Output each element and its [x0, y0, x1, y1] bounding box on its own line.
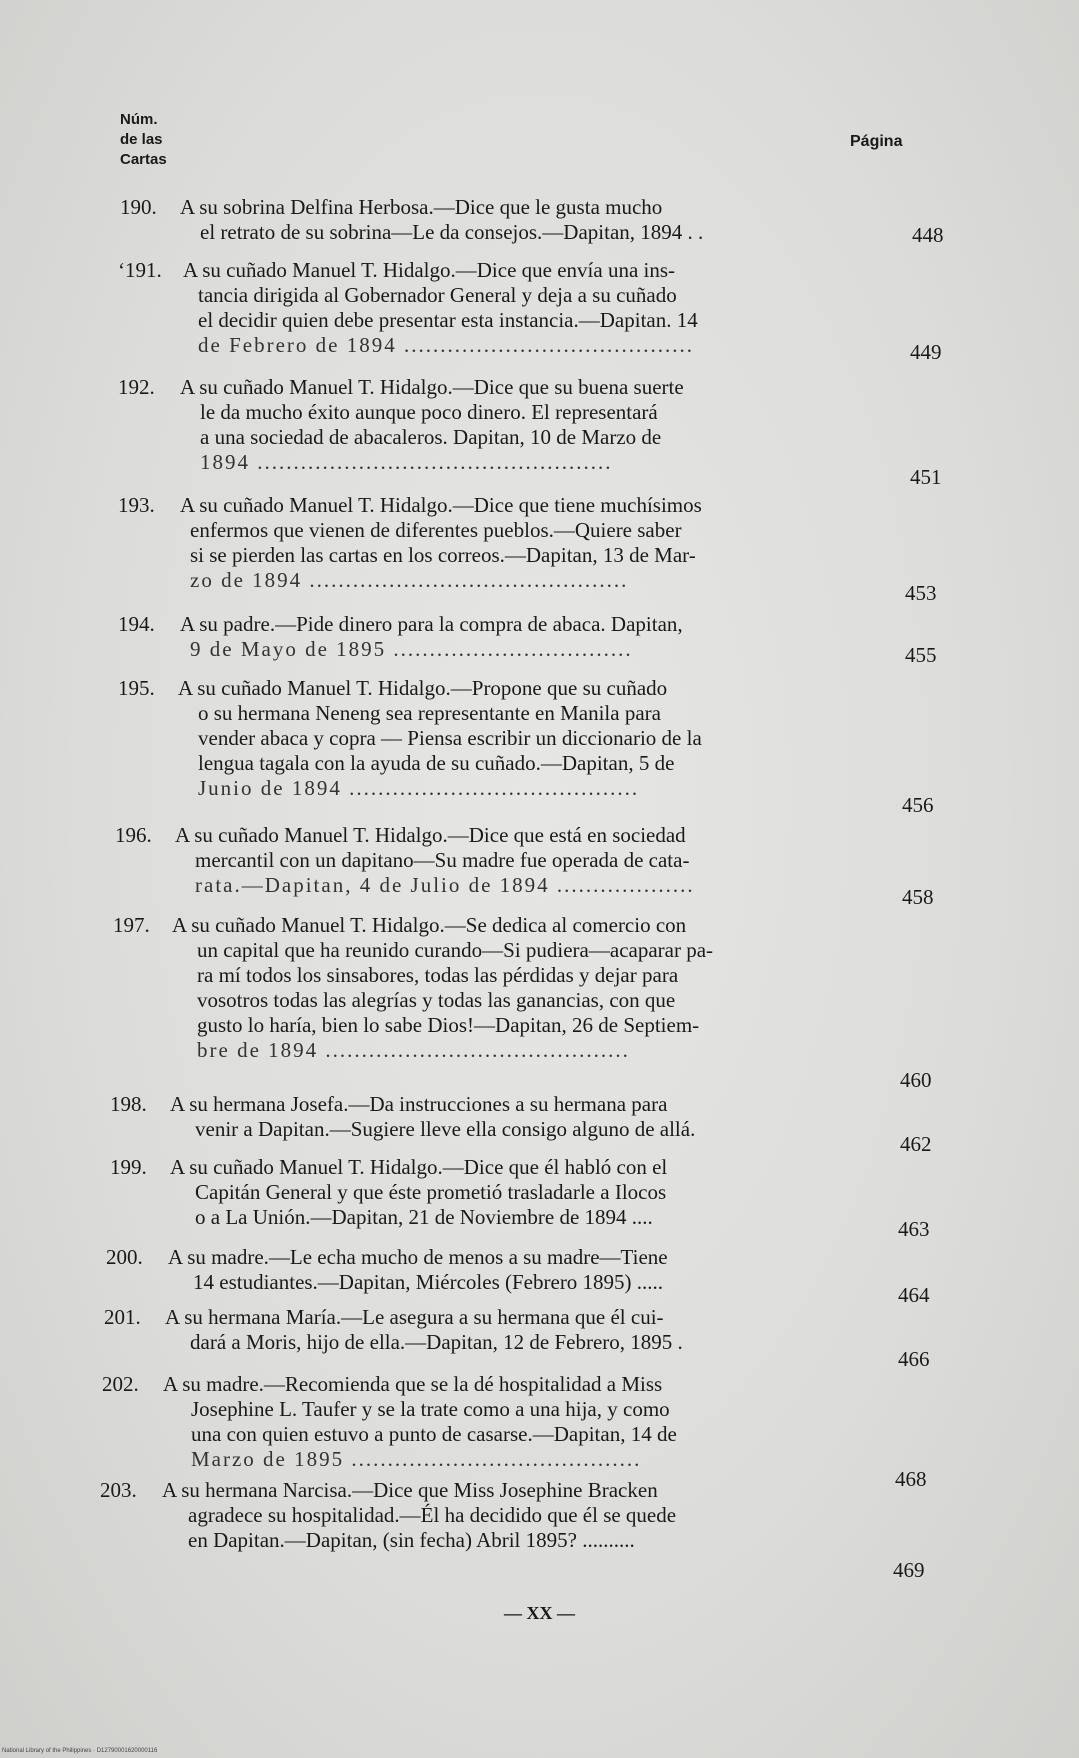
summary-line: ra mí todos los sinsabores, todas las pérdidas y dejar para	[197, 963, 679, 987]
page-number: 463	[898, 1217, 930, 1241]
letter-number: 200.	[106, 1245, 143, 1269]
page-number: 451	[910, 465, 942, 489]
summary-line: mercantil con un dapitano—Su madre fue operada de cata-	[195, 848, 690, 872]
letter-number: 196.	[115, 823, 152, 847]
letter-summary	[165, 1305, 840, 1355]
summary-line: o su hermana Neneng sea representante en Manila para	[198, 701, 661, 725]
summary-line: A su hermana María.—Le asegura a su hermana que él cui-	[165, 1305, 664, 1329]
letter-number: 193.	[118, 493, 155, 517]
summary-line: Josephine L. Taufer y se la trate como a una hija, y como	[191, 1397, 670, 1421]
summary-line: A su cuñado Manuel T. Hidalgo.—Dice que envía una ins-	[183, 258, 676, 282]
summary-line: A su sobrina Delfina Herbosa.—Dice que le gusta mucho	[180, 195, 663, 219]
letter-summary	[175, 823, 850, 898]
page-number: 456	[902, 793, 934, 817]
letter-number: 198.	[110, 1092, 147, 1116]
letter-summary	[163, 1372, 838, 1472]
letter-number: 199.	[110, 1155, 147, 1179]
letter-number-column-header	[120, 110, 167, 170]
letter-summary	[180, 493, 855, 593]
page-number: 469	[893, 1558, 925, 1582]
letter-number: 197.	[113, 913, 150, 937]
page-number: 466	[898, 1347, 930, 1371]
page-column-header: Página	[850, 133, 903, 150]
letter-summary	[180, 612, 855, 662]
letter-number: 190.	[120, 195, 157, 219]
summary-line: Marzo de 1895 ........................................	[191, 1447, 642, 1471]
page-footer-roman-numeral: — XX —	[504, 1603, 575, 1623]
summary-line: gusto lo haría, bien lo sabe Dios!—Dapitan, 26 de Septiem-	[197, 1013, 700, 1037]
summary-line: A su hermana Narcisa.—Dice que Miss Josephine Bracken	[162, 1478, 658, 1502]
summary-line: A su hermana Josefa.—Da instrucciones a su hermana para	[170, 1092, 668, 1116]
letter-summary	[172, 913, 847, 1063]
letter-summary	[162, 1478, 837, 1553]
summary-line: rata.—Dapitan, 4 de Julio de 1894 ...................	[195, 873, 695, 897]
summary-line: A su cuñado Manuel T. Hidalgo.—Dice que su buena suerte	[180, 375, 684, 399]
summary-line: Junio de 1894 ........................................	[198, 776, 640, 800]
letter-summary	[178, 676, 853, 801]
letter-number: ‘191.	[118, 258, 162, 282]
letter-summary	[170, 1155, 845, 1230]
summary-line: A su cuñado Manuel T. Hidalgo.—Se dedica al comercio con	[172, 913, 687, 937]
letter-summary	[168, 1245, 843, 1295]
scan-caption: National Library of the Philippines · D12790001620000116	[2, 1748, 158, 1754]
page-number: 468	[895, 1467, 927, 1491]
summary-line: A su cuñado Manuel T. Hidalgo.—Propone que su cuñado	[178, 676, 668, 700]
summary-line: el retrato de su sobrina—Le da consejos.—Dapitan, 1894 . .	[200, 220, 704, 244]
summary-line: A su cuñado Manuel T. Hidalgo.—Dice que está en sociedad	[175, 823, 686, 847]
summary-line: enfermos que vienen de diferentes pueblos.—Quiere saber	[190, 518, 682, 542]
summary-line: 14 estudiantes.—Dapitan, Miércoles (Febrero 1895) .....	[193, 1270, 664, 1294]
letter-summary	[183, 258, 858, 358]
summary-line: 9 de Mayo de 1895 .................................	[190, 637, 633, 661]
letter-number: 201.	[104, 1305, 141, 1329]
page-number: 448	[912, 223, 944, 247]
summary-line: o a La Unión.—Dapitan, 21 de Noviembre de 1894 ....	[195, 1205, 653, 1229]
page-number: 460	[900, 1068, 932, 1092]
summary-line: un capital que ha reunido curando—Si pudiera—acaparar pa-	[197, 938, 714, 962]
summary-line: de Febrero de 1894 ........................................	[198, 333, 694, 357]
summary-line: vosotros todas las alegrías y todas las ganancias, con que	[197, 988, 676, 1012]
summary-line: A su cuñado Manuel T. Hidalgo.—Dice que tiene muchísimos	[180, 493, 702, 517]
letter-number: 202.	[102, 1372, 139, 1396]
summary-line: vender abaca y copra — Piensa escribir un diccionario de la	[198, 726, 702, 750]
page-number: 462	[900, 1132, 932, 1156]
summary-line: agradece su hospitalidad.—Él ha decidido que él se quede	[188, 1503, 677, 1527]
summary-line: si se pierden las cartas en los correos.—Dapitan, 13 de Mar-	[190, 543, 696, 567]
summary-line: A su madre.—Le echa mucho de menos a su madre—Tiene	[168, 1245, 668, 1269]
header-num-line: de las	[120, 131, 163, 148]
letter-summary	[170, 1092, 845, 1142]
letter-number: 192.	[118, 375, 155, 399]
header-num-line: Núm.	[120, 111, 158, 128]
page-number: 455	[905, 643, 937, 667]
header-num-line: Cartas	[120, 151, 167, 168]
summary-line: en Dapitan.—Dapitan, (sin fecha) Abril 1895? ..........	[188, 1528, 635, 1552]
summary-line: 1894 .................................................	[200, 450, 613, 474]
summary-line: una con quien estuvo a punto de casarse.—Dapitan, 14 de	[191, 1422, 677, 1446]
letter-number: 203.	[100, 1478, 137, 1502]
letter-summary	[180, 375, 855, 475]
summary-line: le da mucho éxito aunque poco dinero. El representará	[200, 400, 658, 424]
page-number: 449	[910, 340, 942, 364]
summary-line: A su cuñado Manuel T. Hidalgo.—Dice que él habló con el	[170, 1155, 668, 1179]
summary-line: Capitán General y que éste prometió trasladarle a Ilocos	[195, 1180, 667, 1204]
summary-line: a una sociedad de abacaleros. Dapitan, 10 de Marzo de	[200, 425, 662, 449]
summary-line: el decidir quien debe presentar esta instancia.—Dapitan. 14	[198, 308, 698, 332]
summary-line: lengua tagala con la ayuda de su cuñado.—Dapitan, 5 de	[198, 751, 675, 775]
summary-line: bre de 1894 ..........................................	[197, 1038, 630, 1062]
summary-line: A su madre.—Recomienda que se la dé hospitalidad a Miss	[163, 1372, 663, 1396]
summary-line: zo de 1894 ............................................	[190, 568, 629, 592]
page-number: 453	[905, 581, 937, 605]
summary-line: dará a Moris, hijo de ella.—Dapitan, 12 de Febrero, 1895 .	[190, 1330, 683, 1354]
summary-line: A su padre.—Pide dinero para la compra de abaca. Dapitan,	[180, 612, 683, 636]
summary-line: venir a Dapitan.—Sugiere lleve ella consigo alguno de allá.	[195, 1117, 696, 1141]
summary-line: tancia dirigida al Gobernador General y deja a su cuñado	[198, 283, 677, 307]
letter-number: 194.	[118, 612, 155, 636]
page-number: 458	[902, 885, 934, 909]
letter-number: 195.	[118, 676, 155, 700]
letter-summary	[180, 195, 855, 245]
page-number: 464	[898, 1283, 930, 1307]
